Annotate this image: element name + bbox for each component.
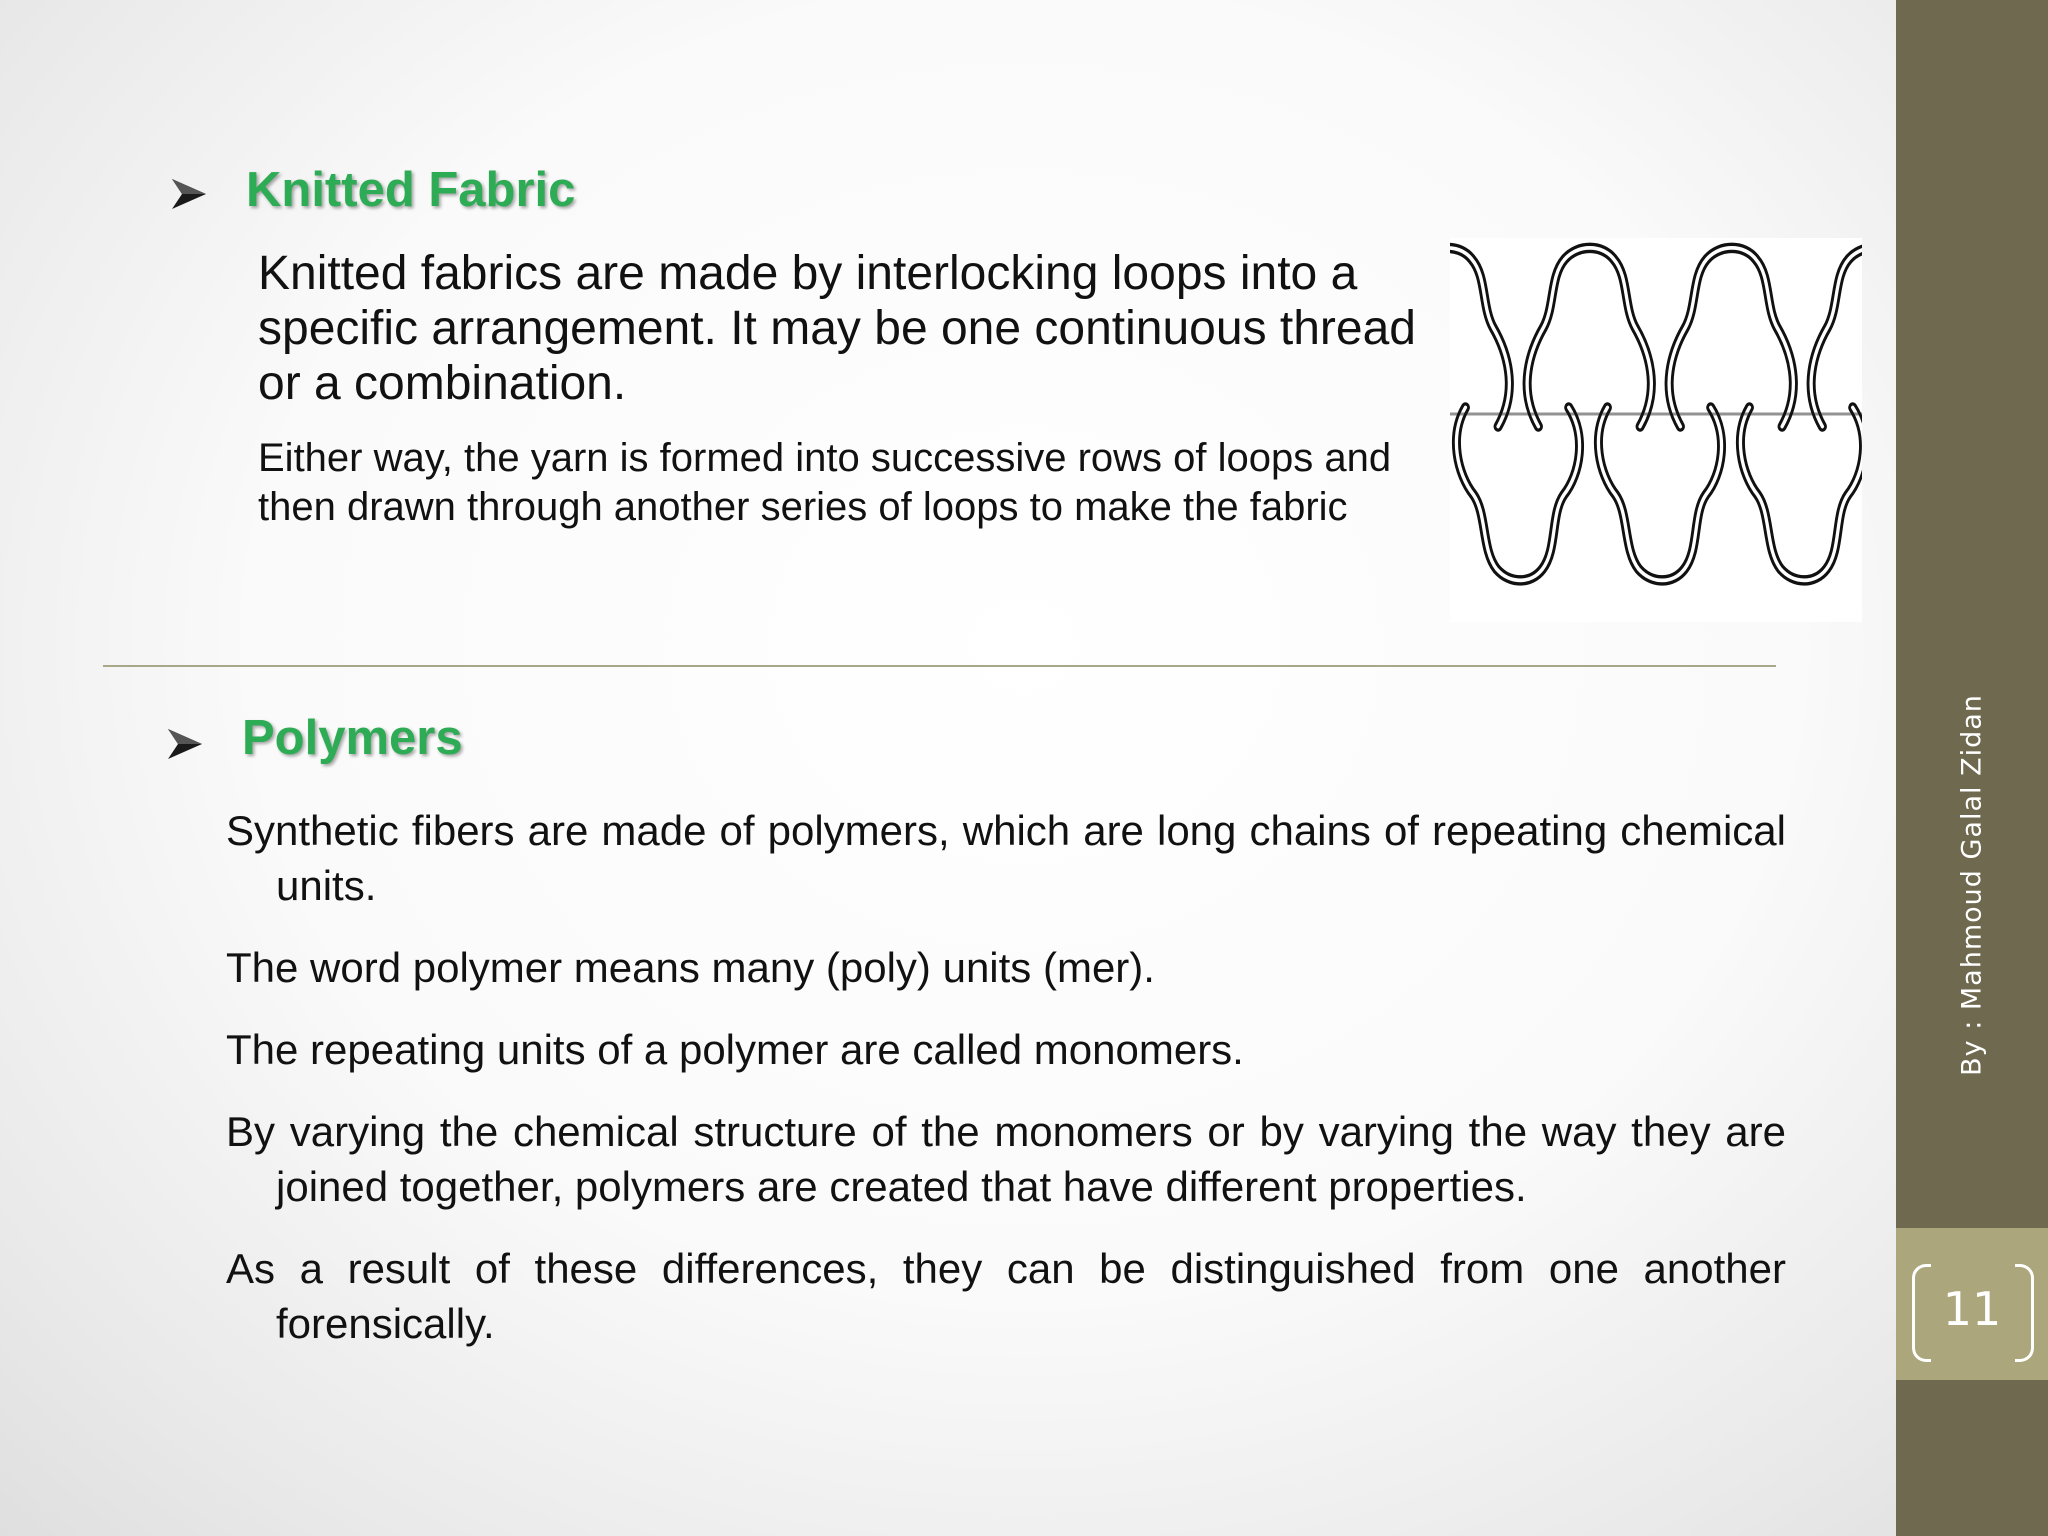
author-credit: By : Mahmoud Galal Zidan	[1956, 694, 1988, 1076]
arrow-bullet-icon	[170, 176, 208, 218]
section-heading-knitted-fabric: Knitted Fabric	[246, 163, 576, 217]
knitted-fabric-paragraph: Knitted fabrics are made by interlocking loops into a specific arrangement. It may be one continuous thread or a combination.	[258, 247, 1416, 410]
knitted-fabric-paragraph-2: Either way, the yarn is formed into successive rows of loops and then drawn through another series of loops to make the fabric	[258, 436, 1392, 529]
polymers-list	[226, 803, 1786, 1378]
section-heading-polymers: Polymers	[242, 711, 463, 765]
list-item: The word polymer means many (poly) units (mer).	[226, 944, 1155, 991]
list-item: Synthetic fibers are made of polymers, which are long chains of repeating chemical units.	[226, 807, 1786, 909]
list-item: The repeating units of a polymer are called monomers.	[226, 1026, 1244, 1073]
arrow-bullet-icon	[166, 726, 204, 768]
page-number-box	[1896, 1228, 2048, 1380]
knitted-loops-figure	[1450, 238, 1862, 622]
list-item: As a result of these differences, they can be distinguished from one another forensically.	[226, 1245, 1786, 1347]
bracket-right-icon	[2015, 1264, 2034, 1362]
page-number: 11	[1942, 1282, 2002, 1336]
list-item: By varying the chemical structure of the monomers or by varying the way they are joined together, polymers are created that have different properties.	[226, 1108, 1786, 1210]
section-divider	[103, 665, 1776, 667]
